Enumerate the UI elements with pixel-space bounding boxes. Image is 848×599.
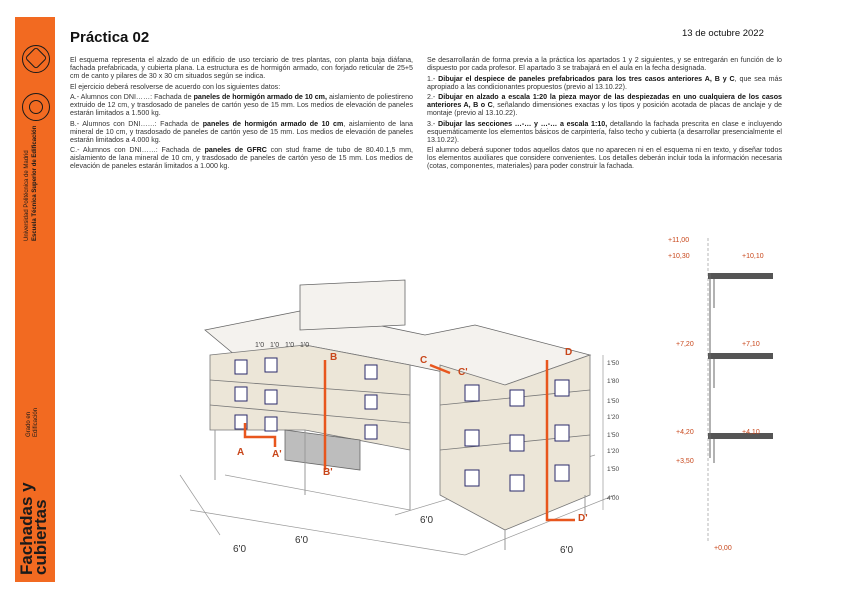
upm-seal-icon: [22, 93, 50, 121]
data-intro: El ejercicio deberá resolverse de acuerdo con los siguientes datos:: [70, 82, 281, 91]
level-1010: +10,10: [742, 253, 764, 260]
final-note: El alumno deberá suponer todos aquellos datos que no aparecen ni en el esquema ni en texto, y diseñar todos los elementos auxiliares que considere convenientes. Los detalles deberán incluir toda la información necesaria (cotas, componentes, materiales) para poder construir la fachada.: [427, 146, 782, 170]
dim-ground-1: 6'0: [295, 535, 309, 546]
section-c-label: C: [420, 355, 428, 366]
section-a-prime-label: A': [272, 449, 282, 460]
dim-top-3: 1'0: [285, 342, 295, 349]
section-d-prime-label: D': [578, 513, 588, 524]
page-title: Práctica 02: [70, 29, 150, 46]
course-line1: Fachadas y: [17, 482, 36, 575]
dim-v-3: 1'50: [607, 398, 620, 405]
level-720: +7,20: [676, 341, 694, 348]
building-axonometric: [175, 225, 630, 565]
section-b-label: B: [330, 352, 338, 363]
dim-v-7: 1'50: [607, 466, 620, 473]
dim-v-5: 1'50: [607, 432, 620, 439]
dim-top-4: 1'0: [300, 342, 310, 349]
level-000: +0,00: [714, 545, 732, 552]
level-410: +4,10: [742, 429, 760, 436]
task-2: 2.- Dibujar en alzado a escala 1:20 la pieza mayor de las despiezadas en uno cualquiera de los casos anteriores A, B o C, señalando dimensiones exactas y los tipos y posición acotada de placas de anclaje y de montaje (previo al 13.10.22).: [427, 93, 782, 117]
etsem-logo-icon: [22, 45, 50, 73]
section-sketch: [650, 228, 800, 558]
roof-penthouse: [300, 280, 405, 330]
dim-ground-3: 6'0: [420, 515, 434, 526]
sidebar: [15, 17, 55, 582]
case-a: A.- Alumnos con DNI……: Fachada de paneles de hormigón armado de 10 cm, aislamiento de poliestireno extruido de 12 cm, y trasdosado de paneles de cartón yeso de 15 mm. Los medios de elevación de paneles estarán limitados a 1.500 kg.: [70, 93, 414, 117]
section-b-prime-label: B': [323, 467, 333, 478]
level-350: +3,50: [676, 458, 694, 465]
task-3: 3.- Dibujar las secciones …-… y …-… a escala 1:10, detallando la fachada prescrita en clase e incluyendo esquemáticamente los elementos básicos de carpintería, falso techo y cubierta (a desarrollar presencialmente el 13.10.22).: [427, 119, 782, 144]
dim-top-1: 1'0: [255, 342, 265, 349]
case-b: B.- Alumnos con DNI……: Fachada de paneles de hormigón armado de 10 cm, aislamiento de lana mineral de 10 cm, y trasdosado de paneles de cartón yeso de 15 mm. Los medios de elevación de paneles estarán limitados a 4.000 kg.: [70, 119, 413, 144]
level-710: +7,10: [742, 341, 760, 348]
dim-ground-4: 6'0: [560, 545, 574, 556]
degree-line2: Edificación: [33, 407, 39, 437]
degree-line1: Grado en: [26, 411, 32, 437]
dim-v-1: 1'50: [607, 360, 620, 367]
dim-top-2: 1'0: [270, 342, 280, 349]
intro-paragraph: El esquema representa el alzado de un edificio de uso terciario de tres plantas, con planta baja diáfana, fachada prefabricada, y cubierta plana. La estructura es de hormigón armado, con forjado reticular de 25+5 cm de canto y pilares de 30 x 30 cm situados según se indica.: [70, 56, 413, 80]
tasks-intro: Se desarrollarán de forma previa a la práctica los apartados 1 y 2 siguientes, y se entregarán en función de lo dispuesto por cada profesor. El apartado 3 se trabajará en el aula en la fecha designada.: [427, 56, 782, 72]
level-1100: +11,00: [668, 237, 690, 244]
section-a-label: A: [237, 447, 245, 458]
level-1030: +10,30: [668, 253, 690, 260]
section-d-label: D: [565, 347, 573, 358]
level-420: +4,20: [676, 429, 694, 436]
task-1: 1.- Dibujar el despiece de paneles prefabricados para los tres casos anteriores A, B y C, que sea más apropiado a las condicionantes propuestos (previo al 13.10.22).: [427, 74, 782, 91]
case-c: C.- Alumnos con DNI……: Fachada de paneles de GFRC con stud frame de tubo de 80.40.1,5 mm, aislamiento de lana mineral de 10 cm, y trasdosado de paneles de cartón yeso de 15 mm. Los medios de elevación de paneles estarán limitados a 1.000 kg.: [70, 146, 413, 170]
right-column: [427, 56, 782, 173]
dim-ground-2: 6'0: [233, 544, 247, 555]
course-line2: cubiertas: [31, 499, 50, 575]
page-date: 13 de octubre 2022: [682, 28, 764, 39]
dim-v-4: 1'20: [607, 414, 620, 421]
dim-v-6: 1'20: [607, 448, 620, 455]
dim-v-8: 4'00: [607, 495, 620, 502]
left-column: [70, 56, 413, 173]
school-name: Escuela Técnica Superior de Edificación: [32, 125, 38, 241]
section-c-prime-label: C': [458, 367, 468, 378]
dim-v-2: 1'80: [607, 378, 620, 385]
university-name: Universidad Politécnica de Madrid: [24, 150, 30, 241]
